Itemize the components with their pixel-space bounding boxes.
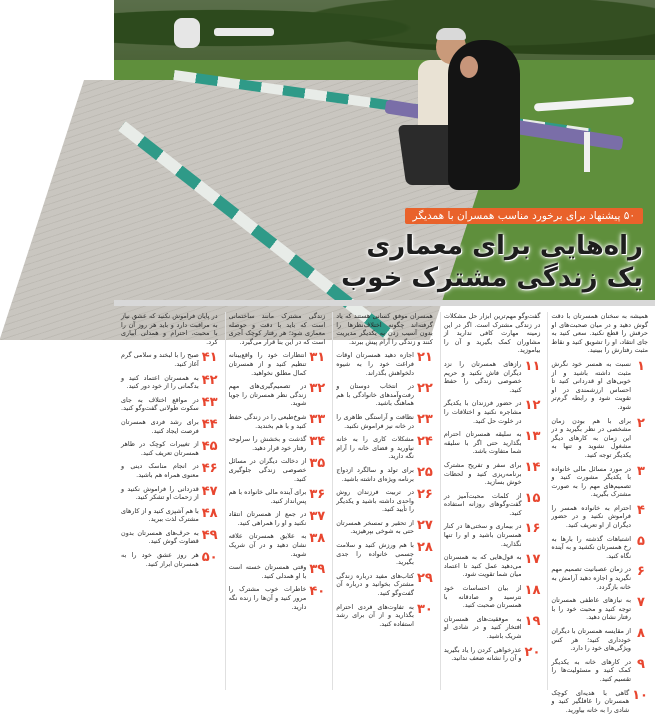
tip-number: ۱۵ [524, 490, 541, 506]
tip-text: گاهی با هدیه‌ای کوچک همسرتان را غافلگیر کنید و شادی را به خانه بیاورید. [551, 688, 630, 714]
tip-number: ۱۲ [524, 398, 541, 414]
tip-text: در جمع از همسرتان انتقاد نکنید و او را همراهی کنید. [228, 510, 307, 527]
tip-item [444, 430, 541, 456]
tip-number: ۵۰ [201, 550, 218, 566]
tip-number: ۳۵ [309, 456, 326, 472]
tip-number: ۴۷ [201, 483, 218, 499]
tip-text: انتظارات خود را واقع‌بینانه تنظیم کنید و از همسرتان کمال مطلق نخواهید. [228, 351, 307, 377]
tip-text: شوخ‌طبعی را در زندگی حفظ کنید و با هم بخندید. [228, 412, 307, 430]
tip-item [551, 465, 648, 499]
tip-text: با هم ورزش کنید و سلامت جسمی خانواده را جدی بگیرید. [336, 541, 414, 567]
woman-face [460, 56, 478, 78]
tip-number: ۳۷ [309, 509, 326, 525]
tip-text: نظافت و آراستگی ظاهری را در خانه نیز فراموش نکنید. [336, 412, 414, 430]
tip-number: ۵ [637, 533, 645, 549]
tip-text: در مورد مسائل مالی خانواده با یکدیگر مشورت کنید و تصمیم‌های مهم را به صورت مشترک بگیرید. [551, 464, 631, 499]
tip-number: ۲۵ [416, 464, 433, 480]
tip-item [336, 413, 433, 430]
tip-item [336, 603, 433, 629]
tip-number: ۱۶ [524, 521, 541, 537]
tip-item [551, 565, 648, 591]
tip-item [229, 435, 326, 452]
article-column [225, 312, 329, 690]
column-intro-paragraph: همیشه به سخنان همسرتان با دقت گوش دهید و در میان صحبت‌های او حرفش را قطع نکنید. سعی کنید به جای انتقاد، او را تشویق کنید و نقاط مثبت رفتارش را ببینید. [551, 312, 648, 355]
tip-item [121, 351, 218, 368]
tip-text: در انتخاب دوستان و رفت‌وآمدهای خانوادگی با هم هماهنگ باشید. [336, 382, 414, 408]
tip-text: از تغییرات کوچک در ظاهر همسرتان تعریف کنید. [121, 440, 199, 457]
tip-item [551, 535, 648, 561]
headline-line-2: یک زندگی مشترک خوب [341, 263, 643, 293]
tip-text: در زمان عصبانیت تصمیم مهم نگیرید و اجازه دهید آرامش به خانه بازگردد. [551, 565, 631, 591]
photo-elderly-woman [434, 40, 524, 195]
tip-text: به سلیقه همسرتان احترام بگذارید حتی اگر با سلیقه شما متفاوت باشد. [443, 430, 522, 456]
tip-number: ۴۶ [201, 461, 218, 477]
tip-item [121, 507, 218, 524]
tip-text: عذرخواهی کردن را یاد بگیرید و آن را نشانه ضعف ندانید. [443, 645, 522, 663]
article-column [440, 312, 544, 690]
tip-item [229, 585, 326, 611]
tip-text: برای سفر و تفریح مشترک برنامه‌ریزی کنید و لحظات خوش بسازید. [443, 460, 522, 487]
tip-item [121, 485, 218, 502]
tip-item [336, 541, 433, 567]
tip-number: ۲۲ [416, 381, 433, 397]
tip-item [121, 418, 218, 435]
tip-item [336, 488, 433, 514]
tip-text: از تحقیر و تمسخر همسرتان حتی به شوخی بپرهیزید. [336, 518, 414, 536]
tip-item [229, 510, 326, 527]
tip-text: برای تولد و سالگرد ازدواج برنامه ویژه‌ای داشته باشید. [336, 465, 414, 483]
tip-item [229, 488, 326, 505]
tip-number: ۶ [637, 564, 645, 580]
tip-item [444, 522, 541, 548]
tip-number: ۳۴ [309, 434, 326, 450]
tip-item [551, 504, 648, 530]
article-column [547, 312, 651, 714]
tip-text: در انجام مناسک دینی و معنوی همراه هم باشید. [121, 462, 199, 479]
tip-number: ۴۲ [201, 372, 218, 388]
tip-number: ۲۱ [416, 350, 433, 366]
woman-chador [448, 40, 520, 190]
tip-text: در مواقع اختلاف به جای سکوت طولانی گفت‌وگو کنید. [121, 395, 199, 413]
tip-item [336, 382, 433, 408]
tip-text: اشتباهات گذشته را بارها به رخ همسرتان نکشید و به آینده نگاه کنید. [551, 534, 631, 560]
photo-caption-badge: ۵۰ پیشنهاد برای برخورد مناسب همسران با همدیگر [405, 208, 643, 224]
tip-text: گذشت و بخشش را سرلوحه رفتار خود قرار دهید. [228, 435, 307, 452]
tip-item [336, 435, 433, 461]
tip-number: ۱۰ [632, 687, 648, 703]
tip-text: از دخالت دیگران در مسائل خصوصی زندگی جلوگیری کنید. [228, 457, 307, 483]
tip-text: مشکلات کاری را به خانه نیاورید و فضای خانه را آرام نگه دارید. [336, 435, 414, 461]
tip-text: به تفاوت‌های فردی احترام بگذارید و از آن برای رشد استفاده کنید. [336, 602, 414, 628]
tip-number: ۲۰ [524, 644, 541, 660]
tip-number: ۳۸ [309, 531, 326, 547]
tip-number: ۱۱ [524, 358, 541, 374]
tip-text: صبح را با لبخند و سلامی گرم آغاز کنید. [121, 351, 199, 368]
tip-item [444, 553, 541, 579]
tip-item [551, 360, 648, 412]
article-headline [341, 230, 643, 294]
man-hair [436, 28, 466, 40]
tip-number: ۴۹ [201, 527, 218, 543]
tip-item [444, 492, 541, 518]
tip-number: ۲۸ [416, 540, 433, 556]
tip-text: به قول‌هایی که به همسرتان می‌دهید عمل کنید تا اعتماد میان شما تقویت شود. [443, 553, 522, 579]
tip-text: در تربیت فرزندان روش واحدی داشته باشید و یکدیگر را تأیید کنید. [336, 488, 414, 514]
tip-text: به موفقیت‌های همسرتان افتخار کنید و در شادی او شریک باشید. [443, 614, 522, 640]
tip-item [444, 360, 541, 394]
column-intro-paragraph: همسران موفق کسانی هستند که یاد گرفته‌اند چگونه اختلاف‌نظرها را بدون آسیب زدن به یکدیگر مدیریت کنند و زندگی را آرام پیش ببرند. [336, 312, 433, 346]
tip-item [229, 457, 326, 483]
tip-number: ۳۰ [416, 601, 433, 617]
tip-number: ۲ [637, 415, 645, 431]
article-columns [118, 312, 651, 714]
tip-item [121, 551, 218, 568]
tip-text: هر روز عشق خود را به همسرتان ابراز کنید. [121, 551, 199, 568]
headline-line-1: راه‌هایی برای معماری [366, 231, 643, 261]
article-column [118, 312, 221, 690]
tip-number: ۳۹ [309, 562, 326, 578]
tip-text: به همسرتان اعتماد کنید و بدگمانی را از خود دور کنید. [121, 373, 199, 391]
tip-item [336, 351, 433, 377]
tip-number: ۱۸ [524, 583, 541, 599]
tip-item [229, 351, 326, 377]
tip-item [336, 466, 433, 483]
tip-text: برای با هم بودن زمان مشخصی در نظر بگیرید و در این زمان به کارهای دیگر مشغول نشوید و تنها به یکدیگر توجه کنید. [551, 416, 631, 459]
tip-item [229, 563, 326, 580]
tip-number: ۴۴ [201, 416, 218, 432]
tip-number: ۱۷ [524, 552, 541, 568]
tip-text: در بیماری و سختی‌ها در کنار همسرتان باشید و او را تنها نگذارید. [443, 522, 522, 548]
tip-number: ۳۱ [309, 350, 326, 366]
tip-number: ۷ [637, 595, 645, 611]
tip-item [444, 399, 541, 425]
column-intro-paragraph: در پایان فراموش نکنید که عشق نیاز به مراقبت دارد و باید هر روز آن را با محبت، احترام و همدلی آبیاری کرد. [121, 312, 218, 346]
photo-background-person [174, 18, 200, 48]
tip-number: ۳۳ [309, 411, 326, 427]
tip-item [551, 596, 648, 622]
tip-number: ۱۹ [524, 613, 541, 629]
column-intro-paragraph: گفت‌وگو مهم‌ترین ابزار حل مشکلات در زندگی مشترک است. اگر در این زمینه مهارت کافی ندارید از مشاوران کمک بگیرید و آن را بیاموزید. [443, 312, 541, 355]
tip-number: ۴۰ [309, 584, 326, 600]
tip-text: در تصمیم‌گیری‌های مهم زندگی نظر همسرتان را جویا شوید. [228, 382, 307, 408]
tip-item [121, 462, 218, 479]
tip-text: نسبت به همسر خود نگرش مثبت داشته باشید و از خوبی‌های او قدردانی کنید تا احساس ارزشمندی در او تقویت شود و رابطه گرم‌تر شود. [551, 359, 631, 411]
tip-number: ۱۴ [524, 459, 541, 475]
tip-text: احترام به خانواده همسر را فراموش نکنید و در حضور دیگران از او تعریف کنید. [551, 503, 631, 530]
tip-item [444, 461, 541, 487]
tip-item [121, 440, 218, 457]
tip-number: ۴۱ [201, 350, 218, 366]
tip-item [229, 532, 326, 558]
tip-item [551, 627, 648, 653]
bench-leg [584, 132, 590, 172]
tip-text: از مقایسه همسرتان با دیگران خودداری کنید؛ هر کس ویژگی‌های خود را دارد. [551, 627, 631, 653]
tip-item [336, 572, 433, 598]
tip-text: خاطرات خوب مشترک را مرور کنید و آن‌ها را زنده نگه دارید. [228, 585, 307, 611]
tip-text: به نیازهای عاطفی همسرتان توجه کنید و محبت خود را با رفتار نشان دهید. [551, 596, 631, 622]
tip-number: ۳۶ [309, 487, 326, 503]
tip-text: رازهای همسرتان را نزد دیگران فاش نکنید و حریم خصوصی زندگی را حفظ کنید. [443, 359, 522, 394]
tip-number: ۲۹ [416, 570, 433, 586]
tip-item [444, 615, 541, 641]
tip-number: ۳۲ [309, 381, 326, 397]
photo-far-bench [214, 28, 274, 36]
tip-number: ۲۷ [416, 517, 433, 533]
tip-number: ۴۵ [201, 439, 218, 455]
tip-text: از بیان احساسات خود نترسید و صادقانه با همسرتان صحبت کنید. [443, 584, 522, 610]
tip-item [229, 413, 326, 430]
tip-text: کتاب‌های مفید درباره زندگی مشترک بخوانید و درباره آن گفت‌وگو کنید. [336, 571, 414, 598]
tip-item [121, 396, 218, 413]
tip-number: ۱۳ [524, 429, 541, 445]
tip-text: به علایق همسرتان علاقه نشان دهید و در آن شریک شوید. [228, 532, 307, 558]
tip-number: ۴ [637, 502, 645, 518]
tip-text: در حضور فرزندان با یکدیگر مشاجره نکنید و اختلافات را در خلوت حل کنید. [443, 399, 522, 425]
tip-number: ۴۳ [201, 394, 218, 410]
tip-number: ۱ [637, 358, 645, 374]
tip-number: ۴۸ [201, 505, 218, 521]
tip-number: ۲۴ [416, 434, 433, 450]
tip-text: وقتی همسرتان خسته است با او همدلی کنید. [228, 563, 307, 580]
tip-item [444, 584, 541, 610]
tip-text: اجازه دهید همسرتان اوقات فراغت خود را به شیوه دلخواهش بگذراند. [336, 351, 414, 377]
tip-text: به حرف‌های همسرتان بدون قضاوت گوش کنید. [121, 528, 199, 546]
tip-text: از کلمات محبت‌آمیز در گفت‌وگوهای روزانه استفاده کنید. [443, 491, 522, 517]
tip-number: ۲۶ [416, 487, 433, 503]
tip-text: برای آینده مالی خانواده با هم پس‌انداز کنید. [228, 488, 307, 505]
tip-number: ۸ [637, 626, 645, 641]
section-divider [114, 300, 655, 306]
tip-text: برای رشد فردی همسرتان فرصت ایجاد کنید. [121, 417, 199, 435]
tip-item [336, 519, 433, 536]
tip-text: قدردانی را فراموش نکنید و از زحمات او تشکر کنید. [121, 484, 199, 502]
tip-text: در کارهای خانه به یکدیگر کمک کنید و مسئولیت‌ها را تقسیم کنید. [551, 657, 631, 683]
article-column [332, 312, 436, 690]
tip-text: با هم آشپزی کنید و از کارهای مشترک لذت ببرید. [121, 506, 199, 524]
tip-item [121, 529, 218, 546]
tip-number: ۳ [637, 463, 645, 479]
tip-item [551, 417, 648, 460]
tip-item [229, 382, 326, 408]
article-photo [114, 0, 655, 300]
tip-item [444, 646, 541, 663]
column-intro-paragraph: زندگی مشترک مانند ساختمانی است که باید با دقت و حوصله معماری شود؛ هر رفتار کوچک آجری است که در این بنا قرار می‌گیرد. [228, 312, 326, 346]
tip-item [121, 374, 218, 391]
tip-number: ۹ [637, 656, 645, 672]
tip-item [551, 689, 648, 714]
tip-number: ۲۳ [416, 411, 433, 427]
tip-item [551, 658, 648, 684]
